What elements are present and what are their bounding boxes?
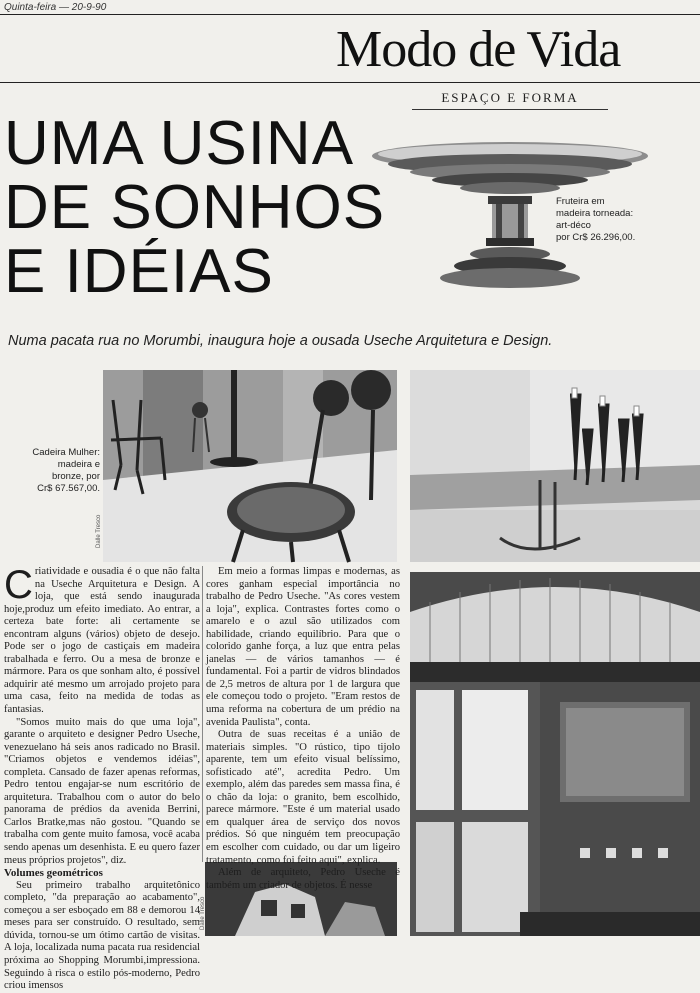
section-label-rule [412,109,608,110]
section-brand-title: Modo de Vida [336,21,621,78]
interior-photo [410,572,700,936]
fruteira-caption-line-3: art-déco [556,220,591,231]
cadeira-caption [22,447,100,495]
article-paragraph: "Somos muito mais do que uma loja", garante o arquiteto e designer Pedro Useche, venezuelano há seis anos radicado no Brasil. "Criamos objetos e vendemos idéias", completa. Cansado de fazer apenas reformas, Pedro tentou engajar-se num escritório de arquitetura. Trabalhou com o autor do belo panorama de prédios da avenida Berrini, Carlos Bratke,mas não gostou. "Quando se trabalha com gente muito famosa, você acaba sendo apenas um desenhista. E eu quero fazer meus próprios projetos", diz. [4,716,200,866]
castical-photo [410,370,700,562]
cadeira-caption-line-4: Cr$ 67.567,00. [37,483,100,494]
deck: Numa pacata rua no Morumbi, inaugura hoje a ousada Useche Arquitetura e Design. [8,333,553,349]
drop-cap: C [4,563,33,607]
article-paragraph: Outra de suas receitas é a união de materiais simples. "O rústico, tipo tijolo aparente, tem um efeito visual belíssimo, sofisticado até", acredita Pedro. Um exemplo, além das paredes sem massa fina, é o chão da loja: o granito, bem escolhido, parece mármore. "Este é um material usado em qualquer área de serviço dos novos prédios. Só que ninguém tem preocupação em escolher com cuidado, ou dar um ligeiro tratamento, como foi feito aqui", explica. [206,729,400,866]
issue-date: Quinta-feira — 20-9-90 [4,2,107,13]
photo-credit-2: Dalle Tresco [200,896,206,930]
cadeira-caption-line-1: Cadeira Mulher: [32,447,100,458]
masthead-rule [0,82,700,83]
headline-line-1: UMA USINA [4,109,355,178]
section-label: ESPAÇO E FORMA [441,90,579,105]
column-divider [202,566,203,862]
cadeira-caption-line-3: bronze, por [51,471,100,482]
paragraph-text: riatividade e ousadia é o que não falta na Useche Arquitetura e Design. A loja, que está sendo inaugurada hoje,produz um efeito imediato. Ao entrar, a certeza bate forte: ali certamente se encontram alguns (vários) objeto de desejo. Pode ser o jogo de castiçais em madeira trabalhada e ferro. Ou a mesa de bronze e mármore. Para os que sonham alto, é possível adquirir até mesmo um arrojado projeto para uma casa, feito na medida de todas as fantasias. [4,566,200,716]
article-paragraph [4,563,200,717]
article-column-2 [206,566,400,891]
headline-line-3: E IDÉIAS [4,237,274,306]
article-paragraph: Seu primeiro trabalho arquitetônico completo, "da preparação ao acabamento", começou a ser esboçado em 88 e demorou 14 meses para ser construído. O resultado, sem dúvida, tornou-se um ótimo cartão de visitas. A loja, localizada numa pacata rua residencial próxima ao Shopping Morumbi,impressiona. Seguindo à risca o estilo pós-moderno, Pedro criou imensos [4,879,200,992]
article-paragraph: Além de arquiteto, Pedro Useche é também um criador de objetos. É nesse [206,867,400,891]
article-column-1 [4,563,200,992]
photo-credit-1: Dalle Tresco [96,514,102,548]
headline [4,109,386,306]
fruteira-caption-line-2: madeira torneada: [556,208,634,219]
article-paragraph: Em meio a formas limpas e modernas, as cores ganham especial importância no trabalho de Pedro Useche. "As cores vestem a loja", explica. Contrastes fortes como o amarelo e o azul são utilizados com habilidade, criando equilíbrio. Para que o colorido ganhe força, a luz que entra pelas janelas — de vários tamanhos — é fundamental. Foi a partir de vidros blindados de 2,5 metros de altura por 1 de largura que ele começou todo o projeto. "Eram restos de uma reforma na cobertura de um prédio na avenida Paulista", conta. [206,566,400,728]
cadeira-caption-line-2: madeira e [57,459,100,470]
cadeira-photo [103,370,397,562]
fruteira-caption-line-1: Fruteira em [556,196,605,207]
fruteira-caption [556,196,666,244]
top-rule [0,14,700,15]
subheading: Volumes geométricos [4,867,103,880]
headline-line-2: DE SONHOS [4,173,386,242]
fruteira-caption-line-4: por Cr$ 26.296,00. [556,232,636,243]
